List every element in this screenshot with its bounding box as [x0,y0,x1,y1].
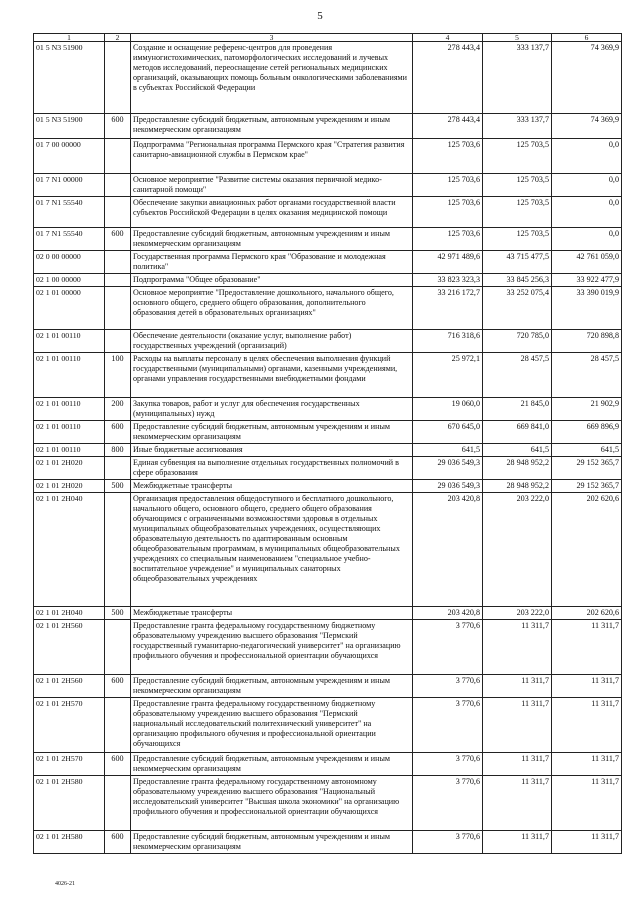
amount-year2-cell: 11 311,7 [483,698,552,753]
table-row [34,831,622,854]
budget-code-cell: 02 1 01 2H570 [34,753,105,776]
table-row [34,139,622,174]
item-name-cell: Создание и оснащение референс-центров для проведения иммуногистохимических, патоморфологических исследований и лучевых методов исследований, переоснащение сетей региональных медицинских организаций, оказывающих помощь больным онкологическими заболеваниями в субъектах Российской Федерации [131,42,413,114]
expense-type-cell [105,197,131,228]
item-name-cell: Расходы на выплаты персоналу в целях обеспечения выполнения функций государственными (муниципальными) органами, казенными учреждениями, органами управления государственными внебюджетными фондами [131,353,413,398]
amount-year2-cell: 11 311,7 [483,620,552,675]
amount-year1-cell: 29 036 549,3 [413,480,483,493]
column-header: 6 [552,34,622,42]
budget-code-cell: 02 1 01 2H020 [34,457,105,480]
amount-year3-cell: 641,5 [552,444,622,457]
table-row [34,607,622,620]
budget-code-cell: 02 1 01 00110 [34,421,105,444]
item-name-cell: Межбюджетные трансферты [131,607,413,620]
table-row [34,398,622,421]
amount-year2-cell: 11 311,7 [483,753,552,776]
amount-year3-cell: 11 311,7 [552,620,622,675]
budget-code-cell: 01 5 N3 51900 [34,114,105,139]
item-name-cell: Организация предоставления общедоступного и бесплатного дошкольного, начального общего, основного общего, среднего общего образования обучающимся с ограниченными возможностями здоровья в отдельных муниципальных общеобразовательных учреждениях, осуществляющих образовательную деятельность по адаптированным основным общеобразовательным программам, в муниципальных общеобразовательных учреждениях со специальным наименованием "специальное учебно-воспитательное учреждение" и муниципальных санаторных общеобразовательных учреждениях [131,493,413,607]
item-name-cell: Предоставление субсидий бюджетным, автономным учреждениям и иным некоммерческим организациям [131,228,413,251]
table-row [34,353,622,398]
expense-type-cell [105,42,131,114]
table-row [34,776,622,831]
budget-code-cell: 02 1 01 2H560 [34,620,105,675]
amount-year1-cell: 3 770,6 [413,776,483,831]
amount-year1-cell: 3 770,6 [413,698,483,753]
amount-year2-cell: 125 703,5 [483,139,552,174]
table-body [34,42,622,854]
amount-year2-cell: 43 715 477,5 [483,251,552,274]
item-name-cell: Государственная программа Пермского края "Образование и молодежная политика" [131,251,413,274]
amount-year1-cell: 125 703,6 [413,197,483,228]
amount-year1-cell: 125 703,6 [413,174,483,197]
amount-year2-cell: 125 703,5 [483,197,552,228]
amount-year1-cell: 3 770,6 [413,675,483,698]
document-footer-code: 4026-21 [55,881,75,887]
item-name-cell: Предоставление гранта федеральному государственному автономному образовательному учреждению высшего образования "Национальный исследовательский университет "Высшая школа экономики" на организацию профильного обучения и профессиональной ориентации обучающихся [131,776,413,831]
budget-code-cell: 02 1 01 2H580 [34,776,105,831]
expense-type-cell [105,251,131,274]
amount-year1-cell: 278 443,4 [413,42,483,114]
amount-year1-cell: 3 770,6 [413,753,483,776]
item-name-cell: Предоставление субсидий бюджетным, автономным учреждениям и иным некоммерческим организациям [131,421,413,444]
column-header: 3 [131,34,413,42]
amount-year2-cell: 720 785,0 [483,330,552,353]
amount-year3-cell: 11 311,7 [552,831,622,854]
amount-year3-cell: 42 761 059,0 [552,251,622,274]
budget-code-cell: 01 7 N1 00000 [34,174,105,197]
expense-type-cell: 800 [105,444,131,457]
item-name-cell: Подпрограмма "Общее образование" [131,274,413,287]
table-row [34,421,622,444]
amount-year3-cell: 0,0 [552,228,622,251]
amount-year1-cell: 42 971 489,6 [413,251,483,274]
item-name-cell: Иные бюджетные ассигнования [131,444,413,457]
amount-year1-cell: 29 036 549,3 [413,457,483,480]
amount-year3-cell: 0,0 [552,197,622,228]
table-row [34,114,622,139]
amount-year2-cell: 125 703,5 [483,174,552,197]
expense-type-cell: 600 [105,228,131,251]
amount-year2-cell: 33 252 075,4 [483,287,552,330]
expense-type-cell: 600 [105,114,131,139]
table-row [34,753,622,776]
budget-table [33,33,622,854]
amount-year3-cell: 21 902,9 [552,398,622,421]
item-name-cell: Основное мероприятие "Развитие системы оказания первичной медико-санитарной помощи" [131,174,413,197]
amount-year1-cell: 641,5 [413,444,483,457]
table-row [34,620,622,675]
amount-year2-cell: 11 311,7 [483,675,552,698]
table-row [34,274,622,287]
amount-year1-cell: 125 703,6 [413,139,483,174]
amount-year3-cell: 11 311,7 [552,698,622,753]
table-row [34,675,622,698]
budget-code-cell: 01 7 00 00000 [34,139,105,174]
budget-code-cell: 02 1 00 00000 [34,274,105,287]
amount-year2-cell: 125 703,5 [483,228,552,251]
amount-year3-cell: 669 896,9 [552,421,622,444]
column-header: 5 [483,34,552,42]
amount-year3-cell: 33 922 477,9 [552,274,622,287]
table-row [34,493,622,607]
amount-year1-cell: 3 770,6 [413,620,483,675]
budget-code-cell: 02 1 01 2H560 [34,675,105,698]
item-name-cell: Предоставление субсидий бюджетным, автономным учреждениям и иным некоммерческим организациям [131,753,413,776]
item-name-cell: Предоставление гранта федеральному государственному бюджетному образовательному учреждению высшего образования "Пермский государственный гуманитарно-педагогический университет" на организацию профильного обучения и профессиональной ориентации обучающихся [131,620,413,675]
amount-year2-cell: 11 311,7 [483,776,552,831]
expense-type-cell: 600 [105,421,131,444]
item-name-cell: Межбюджетные трансферты [131,480,413,493]
expense-type-cell [105,457,131,480]
amount-year2-cell: 21 845,0 [483,398,552,421]
amount-year3-cell: 29 152 365,7 [552,480,622,493]
expense-type-cell: 100 [105,353,131,398]
budget-code-cell: 01 7 N1 55540 [34,197,105,228]
amount-year3-cell: 33 390 019,9 [552,287,622,330]
budget-code-cell: 02 1 01 2H570 [34,698,105,753]
amount-year2-cell: 203 222,0 [483,607,552,620]
amount-year1-cell: 670 645,0 [413,421,483,444]
expense-type-cell: 600 [105,831,131,854]
amount-year3-cell: 0,0 [552,139,622,174]
column-number-row [34,34,622,42]
expense-type-cell [105,620,131,675]
expense-type-cell [105,174,131,197]
expense-type-cell: 500 [105,480,131,493]
amount-year1-cell: 3 770,6 [413,831,483,854]
item-name-cell: Предоставление гранта федеральному государственному бюджетному образовательному учреждению высшего образования "Пермский национальный исследовательский политехнический университет" на организацию профильного обучения и профессиональной ориентации обучающихся [131,698,413,753]
table-row [34,197,622,228]
amount-year2-cell: 333 137,7 [483,42,552,114]
amount-year1-cell: 33 216 172,7 [413,287,483,330]
amount-year1-cell: 33 823 323,3 [413,274,483,287]
expense-type-cell [105,330,131,353]
item-name-cell: Предоставление субсидий бюджетным, автономным учреждениям и иным некоммерческим организациям [131,675,413,698]
amount-year3-cell: 11 311,7 [552,675,622,698]
expense-type-cell [105,139,131,174]
amount-year2-cell: 33 845 256,3 [483,274,552,287]
expense-type-cell: 500 [105,607,131,620]
budget-code-cell: 02 1 01 2H020 [34,480,105,493]
expense-type-cell [105,287,131,330]
column-header: 1 [34,34,105,42]
expense-type-cell: 600 [105,753,131,776]
expense-type-cell [105,776,131,831]
amount-year3-cell: 11 311,7 [552,753,622,776]
column-header: 4 [413,34,483,42]
amount-year3-cell: 28 457,5 [552,353,622,398]
amount-year2-cell: 203 222,0 [483,493,552,607]
budget-code-cell: 01 7 N1 55540 [34,228,105,251]
budget-code-cell: 02 1 01 00110 [34,353,105,398]
table-row [34,698,622,753]
amount-year3-cell: 0,0 [552,174,622,197]
item-name-cell: Предоставление субсидий бюджетным, автономным учреждениям и иным некоммерческим организациям [131,114,413,139]
item-name-cell: Основное мероприятие "Предоставление дошкольного, начального общего, основного общего, среднего общего образования, дополнительного образования детей в образовательных организациях" [131,287,413,330]
amount-year3-cell: 29 152 365,7 [552,457,622,480]
table-row [34,287,622,330]
item-name-cell: Подпрограмма "Региональная программа Пермского края "Стратегия развития санитарно-авиационной службы в Пермском крае" [131,139,413,174]
budget-code-cell: 02 1 01 00110 [34,330,105,353]
table-row [34,480,622,493]
table-row [34,42,622,114]
budget-code-cell: 01 5 N3 51900 [34,42,105,114]
amount-year3-cell: 720 898,8 [552,330,622,353]
table-row [34,457,622,480]
budget-code-cell: 02 1 01 00000 [34,287,105,330]
budget-code-cell: 02 1 01 2H580 [34,831,105,854]
table-row [34,330,622,353]
table-row [34,228,622,251]
amount-year2-cell: 28 948 952,2 [483,480,552,493]
amount-year3-cell: 202 620,6 [552,493,622,607]
expense-type-cell: 200 [105,398,131,421]
amount-year3-cell: 74 369,9 [552,42,622,114]
expense-type-cell [105,274,131,287]
amount-year3-cell: 11 311,7 [552,776,622,831]
item-name-cell: Единая субвенция на выполнение отдельных государственных полномочий в сфере образования [131,457,413,480]
amount-year2-cell: 669 841,0 [483,421,552,444]
budget-code-cell: 02 0 00 00000 [34,251,105,274]
amount-year1-cell: 19 060,0 [413,398,483,421]
amount-year2-cell: 333 137,7 [483,114,552,139]
item-name-cell: Предоставление субсидий бюджетным, автономным учреждениям и иным некоммерческим организациям [131,831,413,854]
amount-year2-cell: 11 311,7 [483,831,552,854]
amount-year2-cell: 28 948 952,2 [483,457,552,480]
amount-year2-cell: 28 457,5 [483,353,552,398]
item-name-cell: Обеспечение деятельности (оказание услуг, выполнение работ) государственных учреждений (организаций) [131,330,413,353]
budget-code-cell: 02 1 01 2H040 [34,607,105,620]
expense-type-cell [105,493,131,607]
amount-year1-cell: 203 420,8 [413,493,483,607]
amount-year1-cell: 278 443,4 [413,114,483,139]
amount-year1-cell: 203 420,8 [413,607,483,620]
table-row [34,251,622,274]
expense-type-cell [105,698,131,753]
budget-code-cell: 02 1 01 2H040 [34,493,105,607]
amount-year1-cell: 716 318,6 [413,330,483,353]
amount-year3-cell: 202 620,6 [552,607,622,620]
budget-code-cell: 02 1 01 00110 [34,398,105,421]
amount-year1-cell: 125 703,6 [413,228,483,251]
column-header: 2 [105,34,131,42]
expense-type-cell: 600 [105,675,131,698]
amount-year3-cell: 74 369,9 [552,114,622,139]
budget-code-cell: 02 1 01 00110 [34,444,105,457]
item-name-cell: Закупка товаров, работ и услуг для обеспечения государственных (муниципальных) нужд [131,398,413,421]
amount-year2-cell: 641,5 [483,444,552,457]
amount-year1-cell: 25 972,1 [413,353,483,398]
table-row [34,444,622,457]
page-number: 5 [317,10,323,22]
item-name-cell: Обеспечение закупки авиационных работ органами государственной власти субъектов Российской Федерации в целях оказания медицинской помощи [131,197,413,228]
table-row [34,174,622,197]
